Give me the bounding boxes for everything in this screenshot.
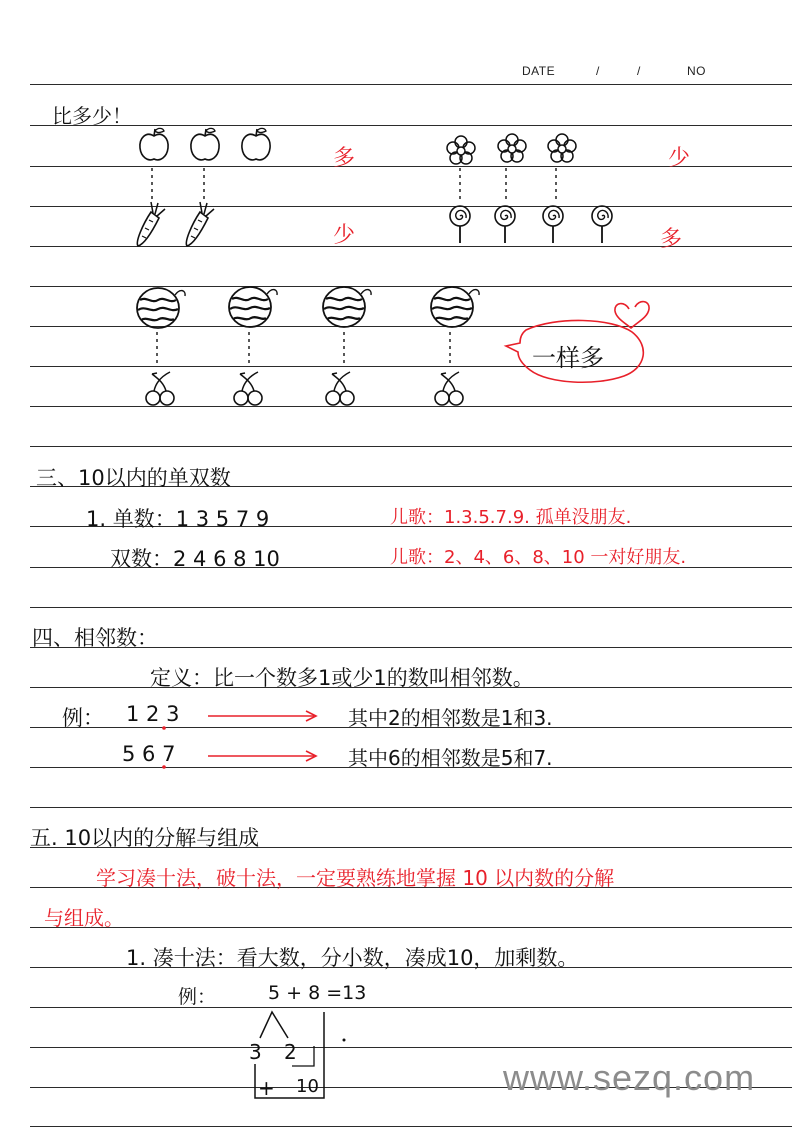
flower-icon — [498, 134, 526, 162]
odd-rhyme: 儿歌：1.3.5.7.9. 孤单没朋友. — [390, 507, 632, 528]
match-line — [152, 168, 204, 202]
study-note: 学习凑十法，破十法，一定要熟练地掌握 10 以内数的分解 — [96, 866, 615, 890]
example-equation: 5 + 8 =13 — [268, 982, 367, 1004]
cherry-icon — [234, 372, 262, 405]
highlight-dot — [162, 726, 166, 730]
even-numbers-line: 双数：2 4 6 8 10 — [110, 547, 280, 571]
lollipops-more-label: 多 — [660, 227, 683, 252]
study-note: 与组成。 — [44, 906, 124, 930]
stray-dot — [343, 1039, 346, 1042]
apple-icon — [140, 128, 168, 160]
split-left-number: 3 — [249, 1040, 262, 1064]
flowers-less-label: 少 — [668, 146, 691, 171]
example-numbers: 1 2 3 — [126, 702, 180, 726]
section-title: 三、10以内的单双数 — [36, 466, 231, 490]
watermark: www.sezq.com — [503, 1057, 756, 1098]
bubble-text: 一样多 — [532, 344, 604, 372]
flower-icon — [447, 136, 475, 164]
lollipop-icon — [543, 206, 563, 243]
lollipop-icon — [592, 206, 612, 243]
example-text: 其中6的相邻数是5和7. — [348, 746, 553, 770]
section-title: 五. 10以内的分解与组成 — [30, 826, 260, 850]
date-label: DATE — [522, 64, 556, 78]
carrots-less-label: 少 — [333, 223, 356, 248]
date-slash: / — [637, 64, 641, 78]
ten-result: 10 — [296, 1076, 319, 1097]
odd-numbers-line: 1. 单数：1 3 5 7 9 — [86, 507, 270, 531]
watermelon-icon — [431, 287, 479, 327]
even-rhyme: 儿歌：2、4、6、8、10 一对好朋友. — [390, 547, 687, 568]
watermelon-icon — [229, 287, 277, 327]
match-line — [460, 168, 556, 202]
carrot-icon — [186, 202, 214, 246]
example-label: 例： — [62, 706, 104, 730]
split-right-number: 2 — [284, 1040, 297, 1064]
method-line: 1. 凑十法：看大数，分小数，凑成10，加剩数。 — [126, 946, 579, 970]
cherry-icon — [146, 372, 174, 405]
lollipop-icon — [495, 206, 515, 243]
apple-icon — [242, 128, 270, 160]
arrow-icon — [208, 751, 316, 761]
arrow-icon — [208, 711, 316, 721]
cherry-icon — [435, 372, 463, 405]
section-title: 比多少！ — [52, 104, 132, 128]
match-line — [157, 332, 450, 366]
watermelon-icon — [323, 287, 371, 327]
heart-icon — [615, 302, 649, 328]
watermelon-icon — [137, 288, 185, 328]
example-numbers: 5 6 7 — [122, 742, 176, 766]
apples-more-label: 多 — [333, 146, 356, 171]
plus-sign: + — [258, 1076, 275, 1100]
carrot-icon — [137, 202, 165, 246]
cherry-icon — [326, 372, 354, 405]
section-title: 四、相邻数： — [32, 626, 158, 650]
number-label: NO — [687, 64, 706, 78]
flower-icon — [548, 134, 576, 162]
example-text: 其中2的相邻数是1和3. — [348, 706, 553, 730]
split-branch — [260, 1012, 288, 1038]
date-slash: / — [596, 64, 600, 78]
lollipop-icon — [450, 206, 470, 243]
apple-icon — [191, 128, 219, 160]
definition-text: 定义：比一个数多1或少1的数叫相邻数。 — [150, 666, 534, 690]
example-label: 例： — [178, 986, 217, 1008]
